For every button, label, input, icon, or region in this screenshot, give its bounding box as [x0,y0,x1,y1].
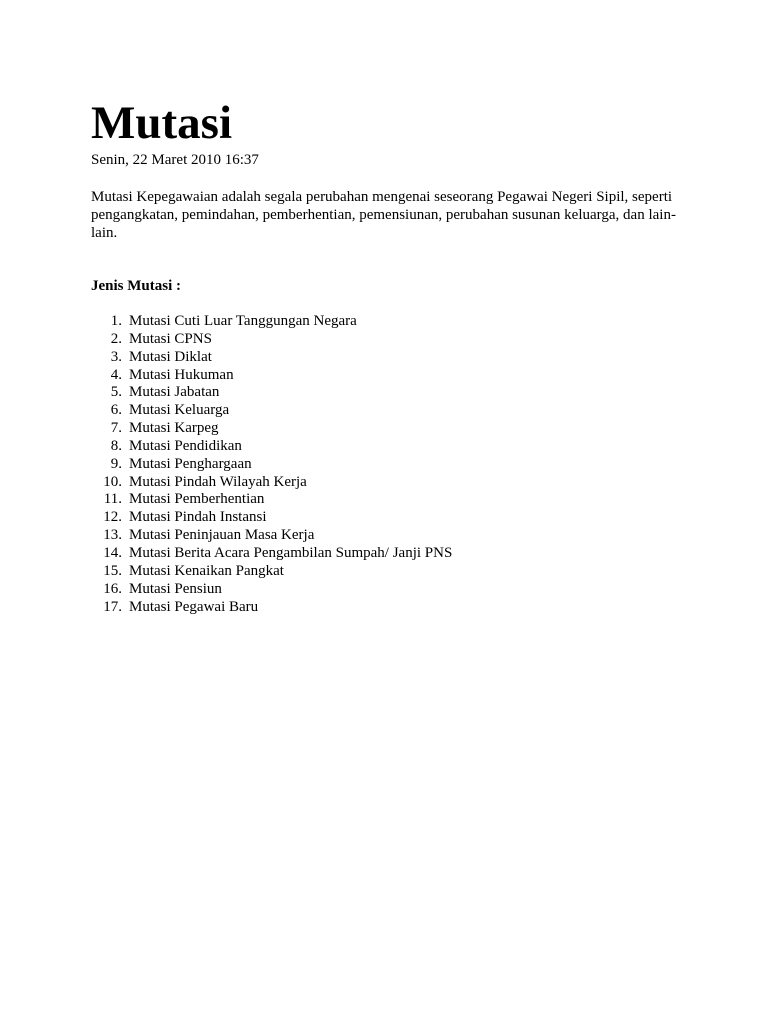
list-item [91,581,651,599]
list-item-label: Mutasi Jabatan [129,384,220,401]
list-item-number: 17. [103,598,122,615]
list-item [91,527,651,545]
list-item-number: 13. [103,527,122,544]
list-item-label: Mutasi Diklat [129,348,212,365]
list-item-number: 2. [110,330,122,347]
list-item [91,420,651,438]
list-item-number: 15. [103,562,122,579]
list-item [91,491,651,509]
list-item-label: Mutasi Penghargaan [129,455,252,472]
list-item [91,402,651,420]
list-item [91,563,651,581]
list-item-label: Mutasi Pemberhentian [129,491,265,508]
list-item-label: Mutasi Pegawai Baru [129,598,259,615]
list-item-number: 1. [110,313,122,329]
list-item-label: Mutasi Pensiun [129,580,222,597]
list-item-number: 3. [110,348,122,365]
list-item [91,313,651,331]
list-item-label: Mutasi CPNS [129,330,212,347]
list-item-number: 16. [103,580,122,597]
intro-paragraph: Mutasi Kepegawaian adalah segala perubahan mengenai seseorang Pegawai Negeri Sipil, seperti pengangkatan, pemindahan, pemberhentian, pemensiunan, perubahan susunan keluarga, dan lain-lain. [91,189,676,241]
mutation-type-list [91,313,651,616]
list-item-number: 4. [110,366,122,383]
list-item [91,509,651,527]
list-item [91,367,651,385]
list-item [91,545,651,563]
list-item-number: 6. [110,402,122,419]
list-item-label: Mutasi Pindah Wilayah Kerja [129,473,307,490]
list-item-number: 14. [103,544,122,561]
list-item-label: Mutasi Cuti Luar Tanggungan Negara [129,313,357,329]
list-item-number: 8. [110,437,122,454]
list-item-number: 11. [103,491,122,508]
list-item-label: Mutasi Pindah Instansi [129,509,267,526]
publish-date: Senin, 22 Maret 2010 16:37 [91,152,259,168]
list-item [91,599,651,617]
list-item-label: Mutasi Kenaikan Pangkat [129,562,284,579]
list-item-label: Mutasi Peninjauan Masa Kerja [129,527,315,544]
list-item-label: Mutasi Berita Acara Pengambilan Sumpah/ Janji PNS [129,544,453,561]
list-heading: Jenis Mutasi : [91,278,181,294]
list-item [91,349,651,367]
list-item-number: 12. [103,509,122,526]
list-item-number: 10. [103,473,122,490]
page-title: Mutasi [91,97,232,149]
list-item-label: Mutasi Pendidikan [129,437,242,454]
list-item [91,456,651,474]
list-item-label: Mutasi Karpeg [129,420,219,437]
list-item-label: Mutasi Hukuman [129,366,234,383]
list-item-label: Mutasi Keluarga [129,402,230,419]
list-item-number: 7. [110,420,122,437]
list-item [91,474,651,492]
list-item-number: 9. [110,455,122,472]
list-item [91,331,651,349]
list-item [91,438,651,456]
list-item [91,384,651,402]
list-item-number: 5. [110,384,122,401]
